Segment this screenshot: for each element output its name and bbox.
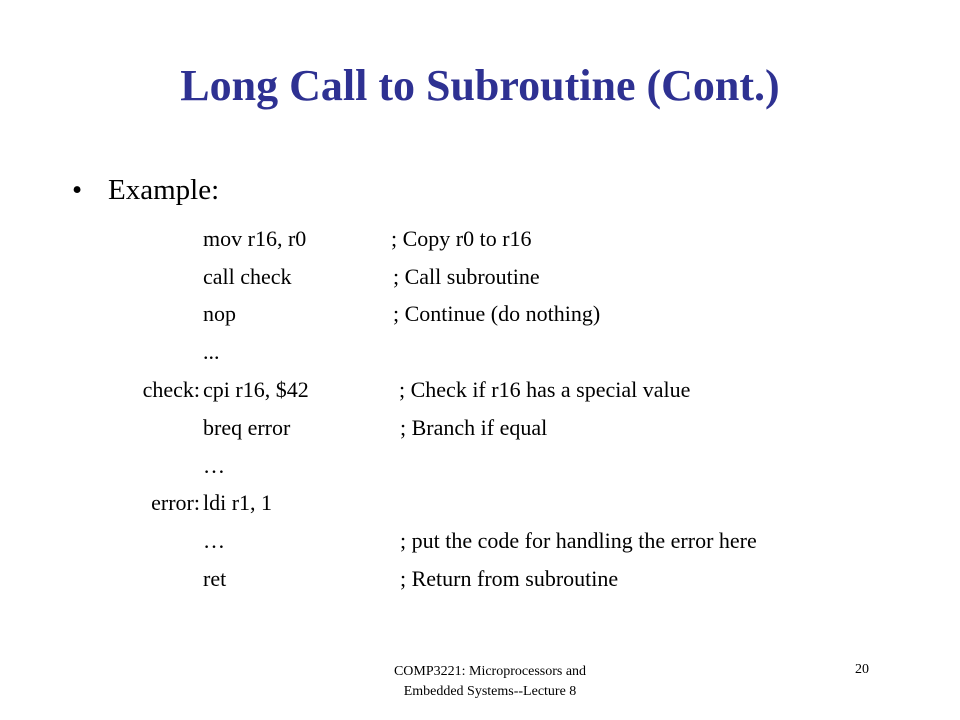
code-line <box>0 566 960 598</box>
code-line <box>0 415 960 447</box>
footer-course <box>300 662 680 702</box>
code-instruction: mov r16, r0 <box>203 226 307 251</box>
page-number: 20 <box>855 662 869 677</box>
code-line <box>0 339 960 371</box>
code-instruction: ldi r1, 1 <box>203 490 273 515</box>
code-comment: ; Continue (do nothing) <box>393 301 601 326</box>
code-instruction: ... <box>203 339 220 364</box>
code-instruction: ret <box>203 566 227 591</box>
code-instruction: call check <box>203 264 292 289</box>
footer-line-2: Embedded Systems--Lecture 8 <box>403 684 577 699</box>
code-comment: ; put the code for handling the error here <box>400 528 757 553</box>
code-comment: ; Return from subroutine <box>400 566 619 591</box>
code-line <box>0 226 960 258</box>
code-instruction: … <box>203 453 225 478</box>
bullet-text: Example: <box>108 174 220 206</box>
code-line <box>0 528 960 560</box>
code-instruction: nop <box>203 301 236 326</box>
code-instruction: cpi r16, $42 <box>203 377 309 402</box>
code-comment: ; Check if r16 has a special value <box>399 377 691 402</box>
code-comment: ; Call subroutine <box>393 264 540 289</box>
code-instruction: breq error <box>203 415 291 440</box>
code-line <box>0 377 960 409</box>
bullet-example <box>72 174 219 207</box>
slide-title: Long Call to Subroutine (Cont.) <box>180 61 780 110</box>
code-comment: ; Copy r0 to r16 <box>391 226 532 251</box>
bullet-icon: • <box>72 174 83 206</box>
code-label: check: <box>142 377 200 402</box>
code-comment: ; Branch if equal <box>400 415 548 440</box>
code-line <box>0 301 960 333</box>
code-line <box>0 264 960 296</box>
footer-line-1: COMP3221: Microprocessors and <box>393 664 587 679</box>
code-instruction: … <box>203 528 225 553</box>
code-line <box>0 490 960 522</box>
code-line <box>0 453 960 485</box>
code-label: error: <box>151 490 200 515</box>
